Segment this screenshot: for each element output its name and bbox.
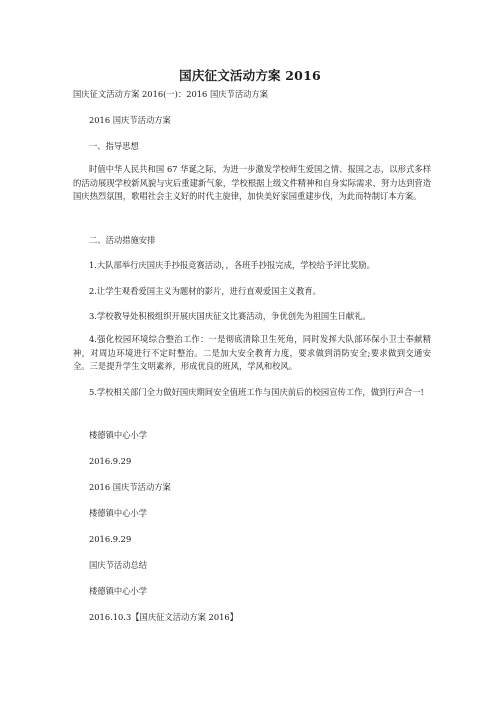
- activity-item: 5.学校相关部门全力做好国庆期间安全值班工作与国庆前后的校园宣传工作，做到行声合一!: [89, 387, 424, 397]
- section-heading: 国庆节活动总结: [89, 560, 148, 570]
- heading-guiding-ideas: 一、指导思想: [89, 141, 139, 151]
- activity-item: 2.让学生观看爱国主义为题材的影片，进行直观爱国主义教育。: [89, 286, 321, 296]
- activity-item: 1.大队部举行庆国庆手抄报竞赛活动，，各班手抄报完成，学校给予评比奖励。: [89, 260, 375, 270]
- date-line: 2016.9.29: [89, 456, 132, 466]
- section-intro: 2016 国庆节活动方案: [89, 115, 171, 125]
- school-name: 楼德镇中心小学: [89, 430, 148, 440]
- date-line: 2016.9.29: [89, 534, 132, 544]
- school-name: 楼德镇中心小学: [89, 586, 148, 596]
- section-heading: 2016 国庆节活动方案: [89, 482, 171, 492]
- school-name: 楼德镇中心小学: [89, 508, 148, 518]
- activity-item: 3.学校教导处积极组织开展庆国庆征文比赛活动，争优创先为祖国生日献礼。: [89, 311, 371, 321]
- guiding-paragraph: 时值中华人民共和国 67 华诞之际，为进一步激发学校师生爱国之情、报国之志，以形式多样的活动展现学校新风貌与灾后重建新气象，学校根据上级文件精神和自身实际需求，努力达到营造国庆热烈氛围，歌唱社会主义好的时代主旋律，加快美好家园重建步伐，为此而特制订本方案。: [73, 164, 431, 201]
- footer-line: 2016.10.3【国庆征文活动方案 2016】: [89, 612, 238, 622]
- activity-item: 4.强化校园环境综合整治工作：一是彻底清除卫生死角，同时发挥大队部环保小卫士奉献精神，对周边环境进行不定时整治。二是加大安全教育力度，要求做到消防安全;要求做到交通安全。三是提升学生文明素养，形成优良的班风，学风和校风。: [73, 334, 431, 371]
- document-subtitle: 国庆征文活动方案 2016(一)：2016 国庆节活动方案: [73, 89, 269, 99]
- document-title: 国庆征文活动方案 2016: [179, 68, 321, 83]
- heading-activity-measures: 二、活动措施安排: [89, 235, 156, 245]
